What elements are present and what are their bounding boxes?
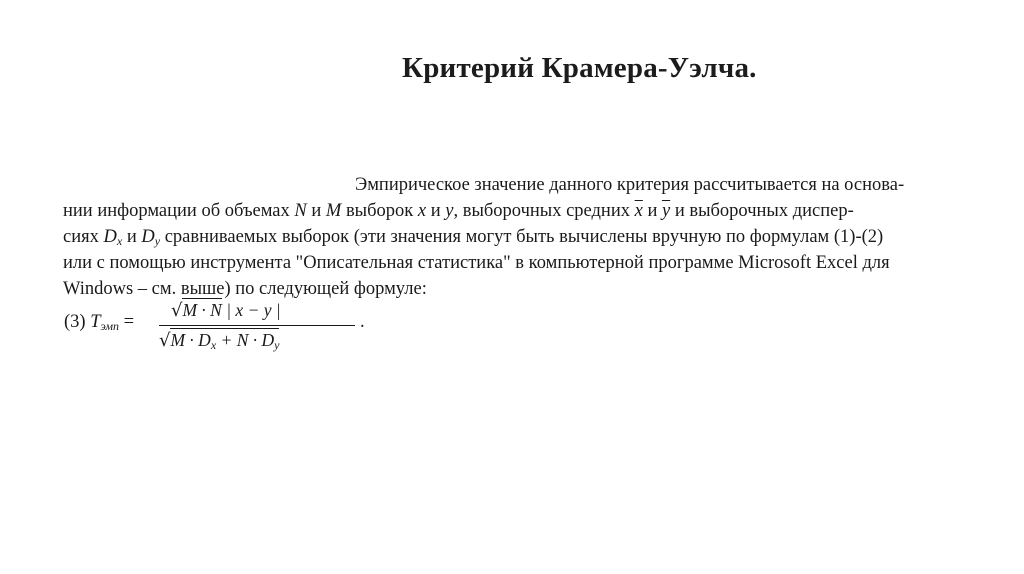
subscript-x: x — [116, 234, 123, 248]
var-M: M — [325, 201, 342, 221]
denominator-part: + N · D — [216, 330, 275, 350]
formula-label — [64, 312, 134, 333]
text-segment: выборок — [341, 201, 418, 221]
fraction-bar — [159, 325, 355, 326]
paragraph-line-4: или с помощью инструмента "Описательная статистика" в компьютерной программе Microsoft Excel для — [63, 253, 890, 273]
body-paragraph — [63, 172, 959, 302]
text-segment: и выборочных диспер- — [670, 201, 854, 221]
equals-sign: = — [119, 312, 135, 332]
text-segment: и — [426, 201, 446, 221]
paragraph-line-2 — [63, 198, 959, 224]
var-D: D — [103, 227, 117, 247]
denominator-part: M · D — [170, 330, 211, 350]
paragraph-line-3 — [63, 224, 959, 250]
paragraph-line-5: Windows – см. выше) по следующей формуле: — [63, 279, 427, 299]
text-segment: сравниваемых выборок (эти значения могут быть вычислены вручную по формулам (1)-(2) — [160, 227, 884, 247]
formula-number: (3) — [64, 312, 91, 332]
denominator — [159, 330, 279, 351]
text-segment: и — [642, 201, 662, 221]
sqrt-icon: √ — [159, 330, 171, 351]
slide-title: Критерий Крамера-Уэлча. — [402, 52, 757, 84]
text-segment: сиях — [63, 227, 104, 247]
subscript-emp: эмп — [100, 319, 119, 333]
var-x: x — [417, 201, 427, 221]
subscript-y: y — [154, 234, 161, 248]
sqrt-icon: √ — [171, 300, 183, 321]
text-segment: и — [306, 201, 326, 221]
var-y: y — [445, 201, 454, 221]
var-x-bar: $\overline{x}$ — [634, 201, 643, 221]
subscript-y: y — [274, 338, 280, 352]
denominator-radicand — [170, 328, 279, 350]
paragraph-line-1: Эмпирическое значение данного критерия рассчитывается на основа- — [355, 175, 905, 195]
var-N: N — [294, 201, 307, 221]
numerator-radicand: M · N — [182, 300, 222, 320]
numerator — [171, 300, 281, 321]
var-T: T — [90, 312, 101, 332]
formula-period: . — [360, 312, 365, 332]
subscript-x: x — [210, 338, 217, 352]
text-segment: нии информации об объемах — [63, 201, 295, 221]
text-segment: , выборочных средних — [453, 201, 635, 221]
var-D: D — [141, 227, 155, 247]
text-segment: и — [122, 227, 142, 247]
var-y-bar: $\overline{y}$ — [661, 201, 671, 221]
numerator-abs-diff: | x − y | — [221, 300, 281, 320]
